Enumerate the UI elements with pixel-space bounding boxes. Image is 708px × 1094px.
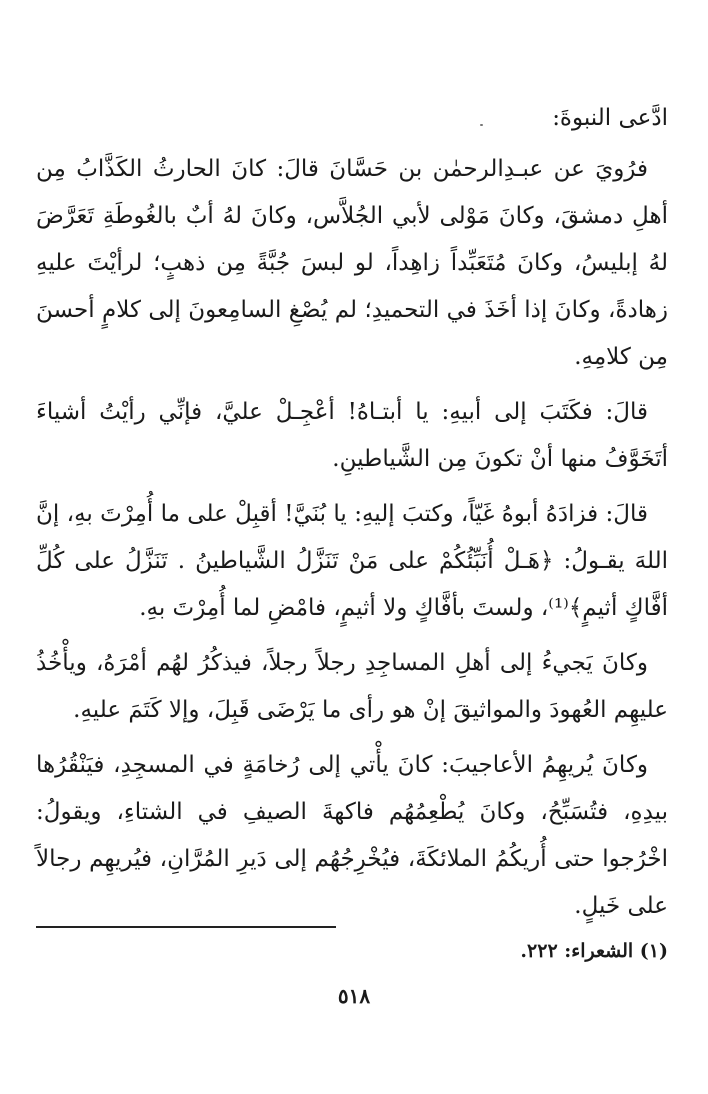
footnote-area (36, 100, 668, 1000)
paragraph-2: قالَ: فكَتَبَ إلى أبيهِ: يا أبتـاهُ! أعْجِـلْ عليَّ، فإنِّي رأيْتُ أشياءَ أتَخَوَّفُ منها أنْ تكونَ مِن الشَّياطينِ. (36, 399, 668, 472)
paragraph-5: وكانَ يُريهِمُ الأعاجيبَ: كانَ يأْتي إلى رُخامَةٍ في المسجِدِ، فيَنْقُرُها بيدِهِ، فتُسَبِّحُ، وكانَ يُطْعِمُهُم فاكهةَ الصيفِ في الشتاءِ، ويقولُ: اخْرُجوا حتى أُريكُمُ الملائكَةَ، فيُخْرِجُهُم إلى دَيرِ المُرَّانِ، فيُريهِم رجالاً على خَيلٍ. (36, 752, 668, 919)
page-number: ٥١٨ (337, 984, 371, 1008)
section-heading: ادَّعى النبوةَ: (552, 105, 668, 131)
footnote: (١) الشعراء: ٢٢٢. (520, 940, 668, 962)
paragraph-1: فرُويَ عن عبـدِالرحمٰن بن حَسَّانَ قالَ: كانَ الحارثُ الكَذَّابُ مِن أهلِ دمشقَ، وكانَ مَوْلى لأبي الجُلاَّس، وكانَ لهُ أبٌ بالغُوطَةِ تَعَرَّضَ لهُ إبليسُ، وكانَ مُتَعَبِّداً زاهِداً، لو لبسَ جُبَّةً مِن ذهبٍ؛ لرأيْتَ عليهِ زهادةً، وكانَ إذا أخَذَ في التحميدِ؛ لم يُصْغِ السامِعونَ إلى كلامٍ أحسنَ مِن كلامِهِ. (36, 156, 668, 370)
paragraph-3: قالَ: فزادَهُ أبوهُ غَيّاً، وكتبَ إليهِ: يا بُنَيَّ! أقبِلْ على ما أُمِرْتَ بهِ، إنَّ اللهَ يقـولُ: ﴿هَـلْ أُنَبِّئُكُمْ على مَنْ تَنَزَّلُ الشَّياطينُ . تَنَزَّلُ على كُلِّ أفَّاكٍ أثيمٍ﴾⁽¹⁾، ولستَ بأفَّاكٍ ولا أثيمٍ، فامْضِ لما أُمِرْتَ بهِ. (36, 501, 668, 621)
footnote-divider (36, 926, 336, 928)
paragraph-4: وكانَ يَجيءُ إلى أهلِ المساجِدِ رجلاً رجلاً، فيذكُرُ لهُم أمْرَهُ، ويأْخُذُ عليهِم العُهودَ والمواثيقَ إنْ هو رأى ما يَرْضَى قَبِلَ، وإلا كَتَمَ عليهِ. (36, 650, 668, 723)
